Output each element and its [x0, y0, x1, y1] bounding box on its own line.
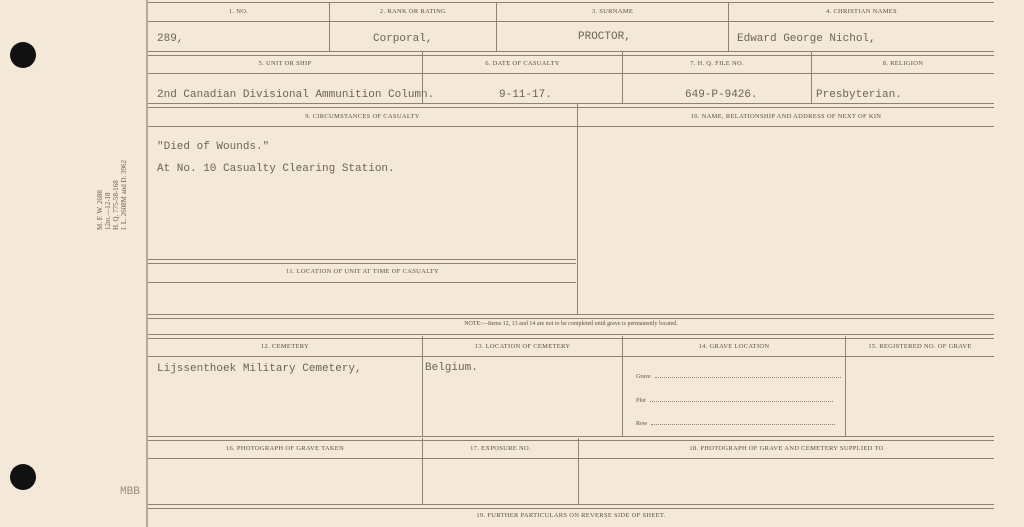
plot-line — [636, 398, 833, 404]
field-circumstances-line2: At No. 10 Casualty Clearing Station. — [157, 163, 395, 175]
form-date: 12m.—12-18 — [104, 192, 112, 230]
header-next-of-kin: 10. NAME, RELATIONSHIP AND ADDRESS OF NEXT OF KIN — [690, 113, 882, 120]
margin-mark: MBB — [120, 486, 140, 498]
header-unit: 5. UNIT OR SHIP — [258, 60, 312, 67]
header-date: 6. DATE OF CASUALTY — [485, 60, 560, 67]
rule — [148, 51, 994, 56]
rule — [148, 314, 994, 319]
field-surname: PROCTOR, — [578, 31, 631, 43]
header-photo-supplied: 18. PHOTOGRAPH OF GRAVE AND CEMETERY SUPPLIED TO — [689, 445, 884, 452]
rule — [148, 21, 994, 22]
header-no: 1. NO. — [228, 8, 249, 15]
rule — [148, 259, 576, 264]
rule — [148, 282, 576, 283]
row-label: Row — [636, 421, 648, 427]
form-printer: I. L. 2608M and D. 3962 — [120, 160, 128, 230]
divider — [845, 336, 846, 436]
divider — [422, 336, 423, 436]
header-surname: 3. SURNAME — [591, 8, 634, 15]
rule — [148, 458, 994, 459]
header-photo-taken: 16. PHOTOGRAPH OF GRAVE TAKEN — [225, 445, 345, 452]
punch-hole-top — [10, 42, 36, 68]
field-file-no: 649-P-9426. — [685, 89, 758, 101]
rule — [148, 356, 994, 357]
plot-label: Plot — [636, 398, 646, 404]
grave-line — [636, 374, 841, 380]
rule — [148, 504, 994, 509]
header-rank: 2. RANK OR RATING — [379, 8, 447, 15]
header-cemetery: 12. CEMETERY — [260, 343, 310, 350]
field-rank: Corporal, — [373, 33, 433, 45]
header-cemetery-location: 13. LOCATION OF CEMETERY — [474, 343, 571, 350]
rule — [148, 2, 994, 3]
rule — [148, 103, 994, 108]
note-text: NOTE:—Items 12, 13 and 14 are not to be completed until grave is permanently located. — [464, 321, 678, 327]
form-code-block — [96, 160, 128, 230]
field-unit: 2nd Canadian Divisional Ammunition Column. — [157, 89, 435, 101]
rule — [148, 73, 994, 74]
header-christian-names: 4. CHRISTIAN NAMES — [826, 8, 897, 15]
form-code: M. F. W. 2688 — [96, 190, 104, 230]
rule — [148, 436, 994, 441]
row-line — [636, 421, 835, 427]
field-cemetery-location: Belgium. — [425, 362, 478, 374]
field-christian-names: Edward George Nichol, — [737, 33, 876, 45]
header-unit-location: 11. LOCATION OF UNIT AT TIME OF CASUALTY — [285, 268, 440, 275]
header-registered-no: 15. REGISTERED NO. OF GRAVE — [868, 343, 972, 350]
grave-label: Grave — [636, 374, 651, 380]
field-date: 9-11-17. — [499, 89, 552, 101]
header-religion: 8. RELIGION — [882, 60, 924, 67]
field-no: 289, — [157, 33, 184, 45]
footer-text: 19. FURTHER PARTICULARS ON REVERSE SIDE OF SHEET. — [476, 512, 666, 519]
header-exposure-no: 17. EXPOSURE NO. — [470, 445, 531, 452]
divider — [622, 336, 623, 436]
header-grave-location: 14. GRAVE LOCATION — [698, 343, 770, 350]
rule — [148, 334, 994, 339]
rule — [148, 126, 994, 127]
field-cemetery: Lijssenthoek Military Cemetery, — [157, 363, 362, 375]
divider — [577, 104, 578, 315]
header-file-no: 7. H. Q. FILE NO. — [690, 60, 744, 67]
field-religion: Presbyterian. — [816, 89, 902, 101]
form-ref: H. Q. 775-58-168 — [112, 180, 120, 230]
punch-hole-bottom — [10, 464, 36, 490]
header-circumstances: 9. CIRCUMSTANCES OF CASUALTY — [305, 113, 420, 120]
field-circumstances-line1: "Died of Wounds." — [157, 141, 270, 153]
